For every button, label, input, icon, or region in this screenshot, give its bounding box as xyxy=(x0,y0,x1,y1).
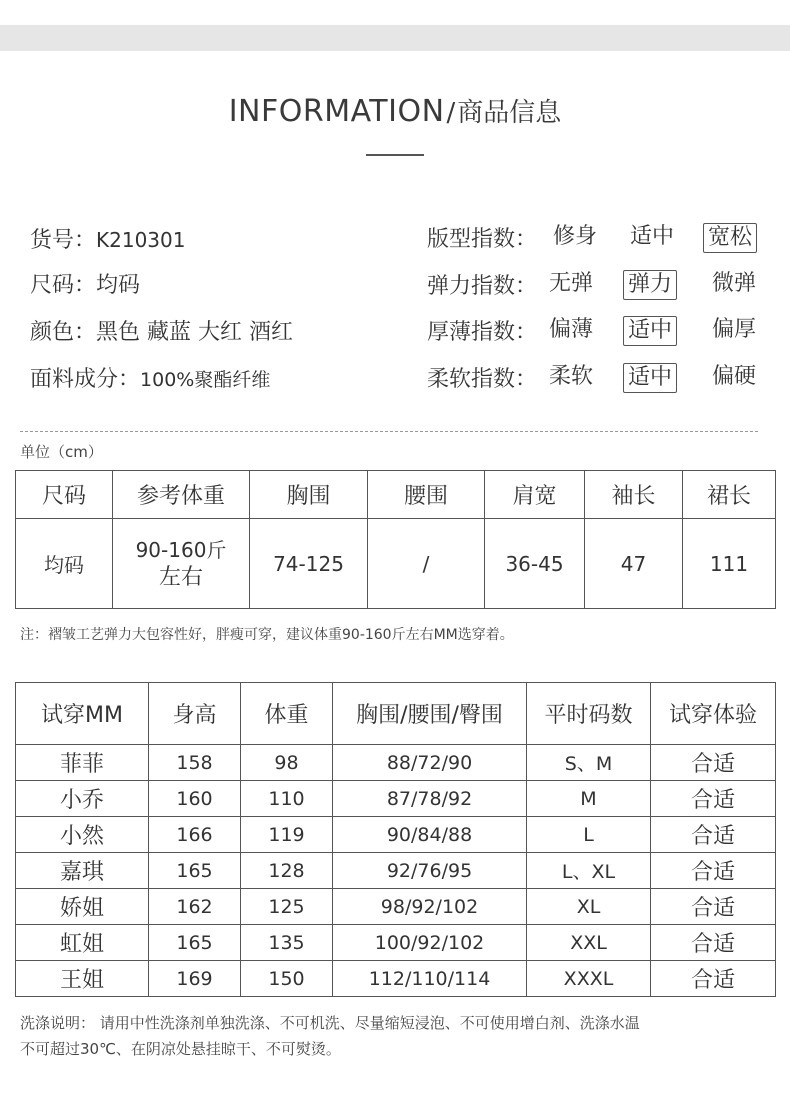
cell-height: 166 xyxy=(149,817,241,853)
table-row xyxy=(16,925,776,961)
size-value: 均码 xyxy=(96,273,141,298)
softness-option-soft: 柔软 xyxy=(549,364,594,389)
table-row xyxy=(16,519,776,609)
size-table-header xyxy=(16,471,776,519)
table-row xyxy=(16,781,776,817)
top-banner-bar xyxy=(0,25,790,51)
fit-option-loose-selected: 宽松 xyxy=(703,223,757,253)
cell-height: 165 xyxy=(149,853,241,889)
softness-option-medium-selected: 适中 xyxy=(623,363,677,393)
cell-sleeve: 47 xyxy=(585,519,683,609)
cell-model: 虹姐 xyxy=(16,925,149,961)
title-english: INFORMATION xyxy=(228,94,445,129)
size-label: 尺码： xyxy=(30,273,97,298)
cell-bwh: 87/78/92 xyxy=(333,781,527,817)
header-weight: 参考体重 xyxy=(113,471,250,519)
elasticity-option-stretch-selected: 弹力 xyxy=(623,270,677,300)
cell-usual-size: XL xyxy=(527,889,651,925)
header-shoulder: 肩宽 xyxy=(485,471,585,519)
cell-body-weight: 125 xyxy=(241,889,333,925)
softness-index xyxy=(427,364,757,395)
cell-body-weight: 119 xyxy=(241,817,333,853)
elasticity-index xyxy=(427,271,757,302)
cell-body-weight: 135 xyxy=(241,925,333,961)
table-row xyxy=(16,745,776,781)
table-row xyxy=(16,961,776,997)
cell-usual-size: L、XL xyxy=(527,853,651,889)
cell-bwh: 98/92/102 xyxy=(333,889,527,925)
cell-model: 王姐 xyxy=(16,961,149,997)
item-number-label: 货号： xyxy=(30,228,97,253)
cell-size: 均码 xyxy=(16,519,113,609)
cell-experience: 合适 xyxy=(651,853,776,889)
cell-height: 162 xyxy=(149,889,241,925)
header-experience: 试穿体验 xyxy=(651,683,776,745)
softness-option-hard: 偏硬 xyxy=(712,364,757,389)
cell-model: 菲菲 xyxy=(16,745,149,781)
color-info xyxy=(30,318,293,348)
thickness-option-medium-selected: 适中 xyxy=(623,316,677,346)
title-underline xyxy=(366,154,424,156)
washing-instructions-line1: 洗涤说明： 请用中性洗涤剂单独洗涤、不可机洗、尽量缩短浸泡、不可使用增白剂、洗涤水温 xyxy=(20,1014,640,1032)
cell-bwh: 92/76/95 xyxy=(333,853,527,889)
cell-height: 169 xyxy=(149,961,241,997)
cell-usual-size: XXXL xyxy=(527,961,651,997)
cell-experience: 合适 xyxy=(651,889,776,925)
cell-height: 165 xyxy=(149,925,241,961)
cell-height: 158 xyxy=(149,745,241,781)
cell-waist: / xyxy=(368,519,485,609)
cell-usual-size: L xyxy=(527,817,651,853)
elasticity-index-label: 弹力指数： xyxy=(427,274,538,299)
cell-weight-line2: 左右 xyxy=(158,564,203,590)
cell-model: 嘉琪 xyxy=(16,853,149,889)
header-usual-size: 平时码数 xyxy=(527,683,651,745)
thickness-index xyxy=(427,317,757,348)
cell-bwh: 112/110/114 xyxy=(333,961,527,997)
cell-experience: 合适 xyxy=(651,745,776,781)
cell-usual-size: M xyxy=(527,781,651,817)
cell-body-weight: 98 xyxy=(241,745,333,781)
thickness-option-thick: 偏厚 xyxy=(712,317,757,342)
cell-height: 160 xyxy=(149,781,241,817)
table-row xyxy=(16,889,776,925)
cell-weight xyxy=(113,519,250,609)
cell-body-weight: 150 xyxy=(241,961,333,997)
table-row xyxy=(16,853,776,889)
fit-index xyxy=(427,224,753,255)
softness-index-label: 柔软指数： xyxy=(427,367,538,392)
color-value: 黑色 藏蓝 大红 酒红 xyxy=(96,320,293,345)
try-on-table-header xyxy=(16,683,776,745)
header-bwh: 胸围/腰围/臀围 xyxy=(333,683,527,745)
header-length: 裙长 xyxy=(683,471,776,519)
cell-experience: 合适 xyxy=(651,817,776,853)
cell-shoulder: 36-45 xyxy=(485,519,585,609)
title-chinese: 商品信息 xyxy=(457,98,562,128)
header-waist: 腰围 xyxy=(368,471,485,519)
table-row xyxy=(16,817,776,853)
page-title xyxy=(0,92,790,129)
item-number xyxy=(30,225,185,256)
title-separator: / xyxy=(446,98,456,128)
cell-experience: 合适 xyxy=(651,961,776,997)
cell-bwh: 90/84/88 xyxy=(333,817,527,853)
size-note: 注：褶皱工艺弹力大包容性好，胖瘦可穿，建议体重90-160斤左右MM选穿着。 xyxy=(20,627,514,643)
item-number-value: K210301 xyxy=(96,228,186,252)
cell-model: 娇姐 xyxy=(16,889,149,925)
cell-experience: 合适 xyxy=(651,925,776,961)
color-label: 颜色： xyxy=(30,320,97,345)
header-body-weight: 体重 xyxy=(241,683,333,745)
cell-model: 小然 xyxy=(16,817,149,853)
cell-usual-size: XXL xyxy=(527,925,651,961)
cell-chest: 74-125 xyxy=(250,519,368,609)
cell-length: 111 xyxy=(683,519,776,609)
cell-bwh: 88/72/90 xyxy=(333,745,527,781)
section-divider xyxy=(20,431,758,432)
washing-instructions xyxy=(20,1010,770,1062)
cell-weight-line1: 90-160斤 xyxy=(135,537,227,562)
try-on-table xyxy=(15,682,776,997)
cell-model: 小乔 xyxy=(16,781,149,817)
thickness-option-thin: 偏薄 xyxy=(549,317,594,342)
header-sleeve: 袖长 xyxy=(585,471,683,519)
cell-usual-size: S、M xyxy=(527,745,651,781)
fabric-info xyxy=(30,365,270,395)
elasticity-option-slight: 微弹 xyxy=(712,271,757,296)
elasticity-option-none: 无弹 xyxy=(549,271,594,296)
fabric-value: 100%聚酯纤维 xyxy=(140,369,271,391)
fit-option-slim: 修身 xyxy=(553,224,598,249)
fabric-label: 面料成分： xyxy=(30,367,141,392)
cell-bwh: 100/92/102 xyxy=(333,925,527,961)
unit-label: 单位（cm） xyxy=(20,443,103,461)
cell-body-weight: 128 xyxy=(241,853,333,889)
size-table xyxy=(15,470,776,609)
header-model: 试穿MM xyxy=(16,683,149,745)
size-info xyxy=(30,271,140,301)
washing-instructions-line2: 不可超过30℃、在阴凉处悬挂晾干、不可熨烫。 xyxy=(20,1040,341,1058)
cell-body-weight: 110 xyxy=(241,781,333,817)
header-chest: 胸围 xyxy=(250,471,368,519)
fit-option-regular: 适中 xyxy=(630,224,675,249)
header-height: 身高 xyxy=(149,683,241,745)
cell-experience: 合适 xyxy=(651,781,776,817)
header-size: 尺码 xyxy=(16,471,113,519)
thickness-index-label: 厚薄指数： xyxy=(427,320,538,345)
fit-index-label: 版型指数： xyxy=(427,227,538,252)
